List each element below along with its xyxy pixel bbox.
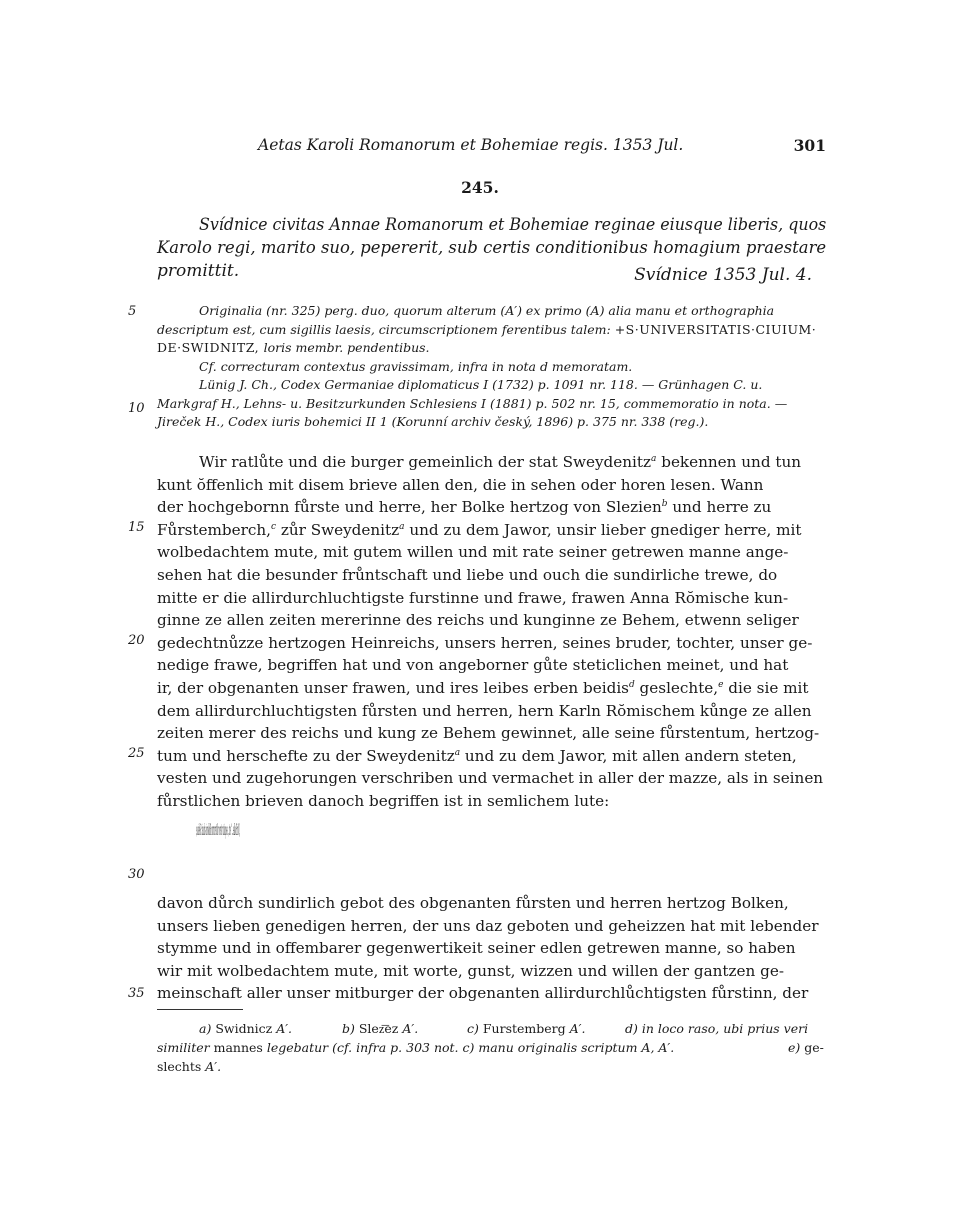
regest-line: Karolo regi, marito suo, pepererit, sub certis conditionibus homagium praestare (157, 238, 827, 258)
apparatus-line: Lünig J. Ch., Codex Germaniae diplomaticus I (1732) p. 1091 nr. 118. — Grünhagen C. u. (199, 377, 763, 392)
text-line: fůrstlichen brieven danoch begriffen ist in semlichem lute: (157, 792, 610, 810)
regest-date: Svídnice 1353 Jul. 4. (634, 265, 812, 285)
text-span: und herre zu (667, 498, 772, 517)
line-number: 10 (128, 401, 145, 416)
text-line (157, 496, 771, 519)
insert-line (196, 819, 240, 842)
footnote-rule (157, 1009, 243, 1010)
text-span: bekennen und tun (656, 453, 802, 471)
apparatus-line (157, 339, 430, 358)
quote-incipit: „Wir Bolke...“ (231, 821, 240, 839)
regest-line: Svídnice civitas Annae Romanorum et Bohemiae reginae eiusque liberis, quos (199, 215, 827, 235)
text-line: dem allirdurchluchtigsten fůrsten und herren, hern Karln Rŏmischem kůnge ze allen (157, 701, 812, 720)
text-line: kunt ŏffenlich mit disem brieve allen den, die in sehen oder horen lesen. Wann (157, 475, 764, 494)
text-line: mitte er die allirdurchluchtigste furstinne und frawe, frawen Anna Rŏmische kun- (157, 588, 789, 607)
text-span: ir, der obgenanten unser frawen, und ires leibes erben beidis (157, 679, 629, 697)
footnote-line (625, 1019, 808, 1038)
footnote-ref: c (270, 521, 276, 532)
apparatus-line: Originalia (nr. 325) perg. duo, quorum alterum (A′) ex primo (A) alia manu et orthographia (199, 303, 775, 318)
footnote-text: similiter (157, 1040, 210, 1055)
text-line: zeiten merer des reichs und kung ze Behem gewinnet, alle seine fůrstentum, hertzog- (157, 724, 820, 743)
text-line: vesten und zugehorungen verschriben und vermachet in aller der mazze, als in seinen (157, 769, 824, 788)
footnote-text: slechts (157, 1059, 206, 1074)
text-span: Fůrstemberch, (157, 520, 271, 539)
footnote-ref: e (718, 679, 724, 690)
footnote-text: in loco raso, ubi prius veri (637, 1021, 809, 1036)
footnote-line (157, 1038, 674, 1057)
apparatus-line: Cf. correcturam contextus gravissimam, infra in nota d memoratam. (199, 358, 633, 374)
apparatus-line: Jireček H., Codex iuris bohemici II 1 (Korunní archiv český, 1896) p. 375 nr. 338 (reg.). (157, 414, 709, 429)
text-span: geslechte, (634, 679, 719, 697)
apparatus-text: descriptum est, cum sigillis laesis, circumscriptionem ferentibus talem: (157, 321, 615, 337)
footnote-line (467, 1019, 585, 1038)
page-number: 301 (793, 136, 826, 155)
footnote-line (157, 1057, 221, 1076)
footnote-line (788, 1038, 824, 1057)
line-number: 30 (128, 867, 145, 882)
footnote-ref: a (651, 453, 657, 464)
footnote-mark: b) (342, 1021, 355, 1036)
text-span: und zu dem Jawor, unsir lieber gnediger herre, mit (404, 520, 802, 539)
footnote-line (199, 1019, 292, 1038)
footnote-source: A′. (569, 1021, 586, 1036)
running-title: Aetas Karoli Romanorum et Bohemiae regis. 1353 Jul. (258, 136, 684, 154)
seal-legend: DE·SWIDNITZ, (157, 340, 264, 355)
footnote-text: Slez͞ez (354, 1021, 403, 1036)
text-line: gedechtnůzze hertzogen Heinreichs, unsers herren, seines bruder, tochter, unser ge- (157, 633, 813, 652)
text-line: wolbedachtem mute, mit gutem willen und mit rate seiner getrewen manne ange- (157, 543, 789, 562)
line-number: 25 (128, 746, 145, 761)
footnote-source: A′. (205, 1059, 222, 1074)
footnote-text: mannes (209, 1040, 267, 1055)
text-line: unsers lieben genedigen herren, der uns daz geboten und geheizzen hat mit lebender (157, 916, 819, 935)
text-span: und zu dem Jawor, mit allen andern steten, (460, 746, 797, 765)
text-line (157, 519, 802, 542)
footnote-text: Furstemberg (478, 1021, 570, 1036)
apparatus-line: Markgraf H., Lehns- u. Besitzurkunden Schlesiens I (1881) p. 502 nr. 15, commemoratio in nota. — (157, 395, 788, 411)
regest-line: promittit. (157, 261, 240, 281)
footnote-ref: a (454, 747, 461, 758)
footnote-ref: b (661, 499, 668, 510)
footnote-mark: d) (625, 1021, 638, 1036)
footnote-source: A′. (276, 1021, 293, 1036)
line-number: 15 (128, 520, 145, 535)
footnote-text: Swidnicz (211, 1021, 277, 1036)
footnote-source: A′. (402, 1021, 419, 1036)
line-number: 5 (128, 304, 137, 319)
line-number: 35 (128, 986, 145, 1001)
footnote-mark: a) (199, 1021, 212, 1036)
text-line: ginne ze allen zeiten mererinne des reichs und kunginne ze Behem, etwenn seliger (157, 611, 799, 630)
footnote-line (342, 1019, 418, 1038)
text-span: die sie mit (723, 679, 809, 697)
text-line (199, 451, 801, 474)
footnote-mark: e) (788, 1040, 801, 1055)
apparatus-text: loris membr. pendentibus. (263, 340, 430, 355)
footnote-ref: a (399, 521, 405, 532)
document-number: 245. (461, 178, 499, 197)
text-line: sehen hat die besunder frůntschaft und liebe und ouch die sundirliche trewe, do (157, 566, 778, 584)
footnote-mark: c) (467, 1021, 479, 1036)
text-line: meinschaft aller unser mitburger der obgenanten allirdurchlůchtigsten fůrstinn, der (157, 984, 809, 1003)
text-span: tum und herschefte zu der Sweydenitz (157, 746, 455, 765)
apparatus-line (157, 321, 816, 340)
seal-legend: +S·UNIVERSITATIS·CIUIUM· (614, 321, 817, 337)
text-line (157, 677, 809, 700)
text-line: nedige frawe, begriffen hat und von angeborner gůte steticlichen meinet, und hat (157, 656, 789, 675)
footnote-text: legebatur (cf. infra p. 303 not. c) manu originalis scriptum A, A′. (266, 1040, 675, 1055)
text-line: stymme und in offembarer gegenwertikeit seiner edlen getrewen manne, so haben (157, 939, 796, 958)
insert-text: etc., sequitur tenor litterarum Bolkonis ducis Silesiae, (196, 821, 232, 839)
text-line (157, 745, 797, 768)
text-span: zůr Sweydenitz (276, 520, 400, 539)
footnote-text: ge- (800, 1040, 824, 1055)
text-span: Wir ratlůte und die burger gemeinlich der stat Sweydenitz (199, 453, 652, 471)
text-line: davon důrch sundirlich gebot des obgenanten fůrsten und herren hertzog Bolken, (157, 894, 789, 912)
text-line: wir mit wolbedachtem mute, mit worte, gunst, wizzen und willen der gantzen ge- (157, 961, 784, 980)
footnote-ref: d (628, 679, 635, 690)
running-header (258, 136, 826, 158)
line-number: 20 (128, 633, 145, 648)
text-span: der hochgebornn fůrste und herre, her Bolke hertzog von Slezien (157, 498, 662, 517)
